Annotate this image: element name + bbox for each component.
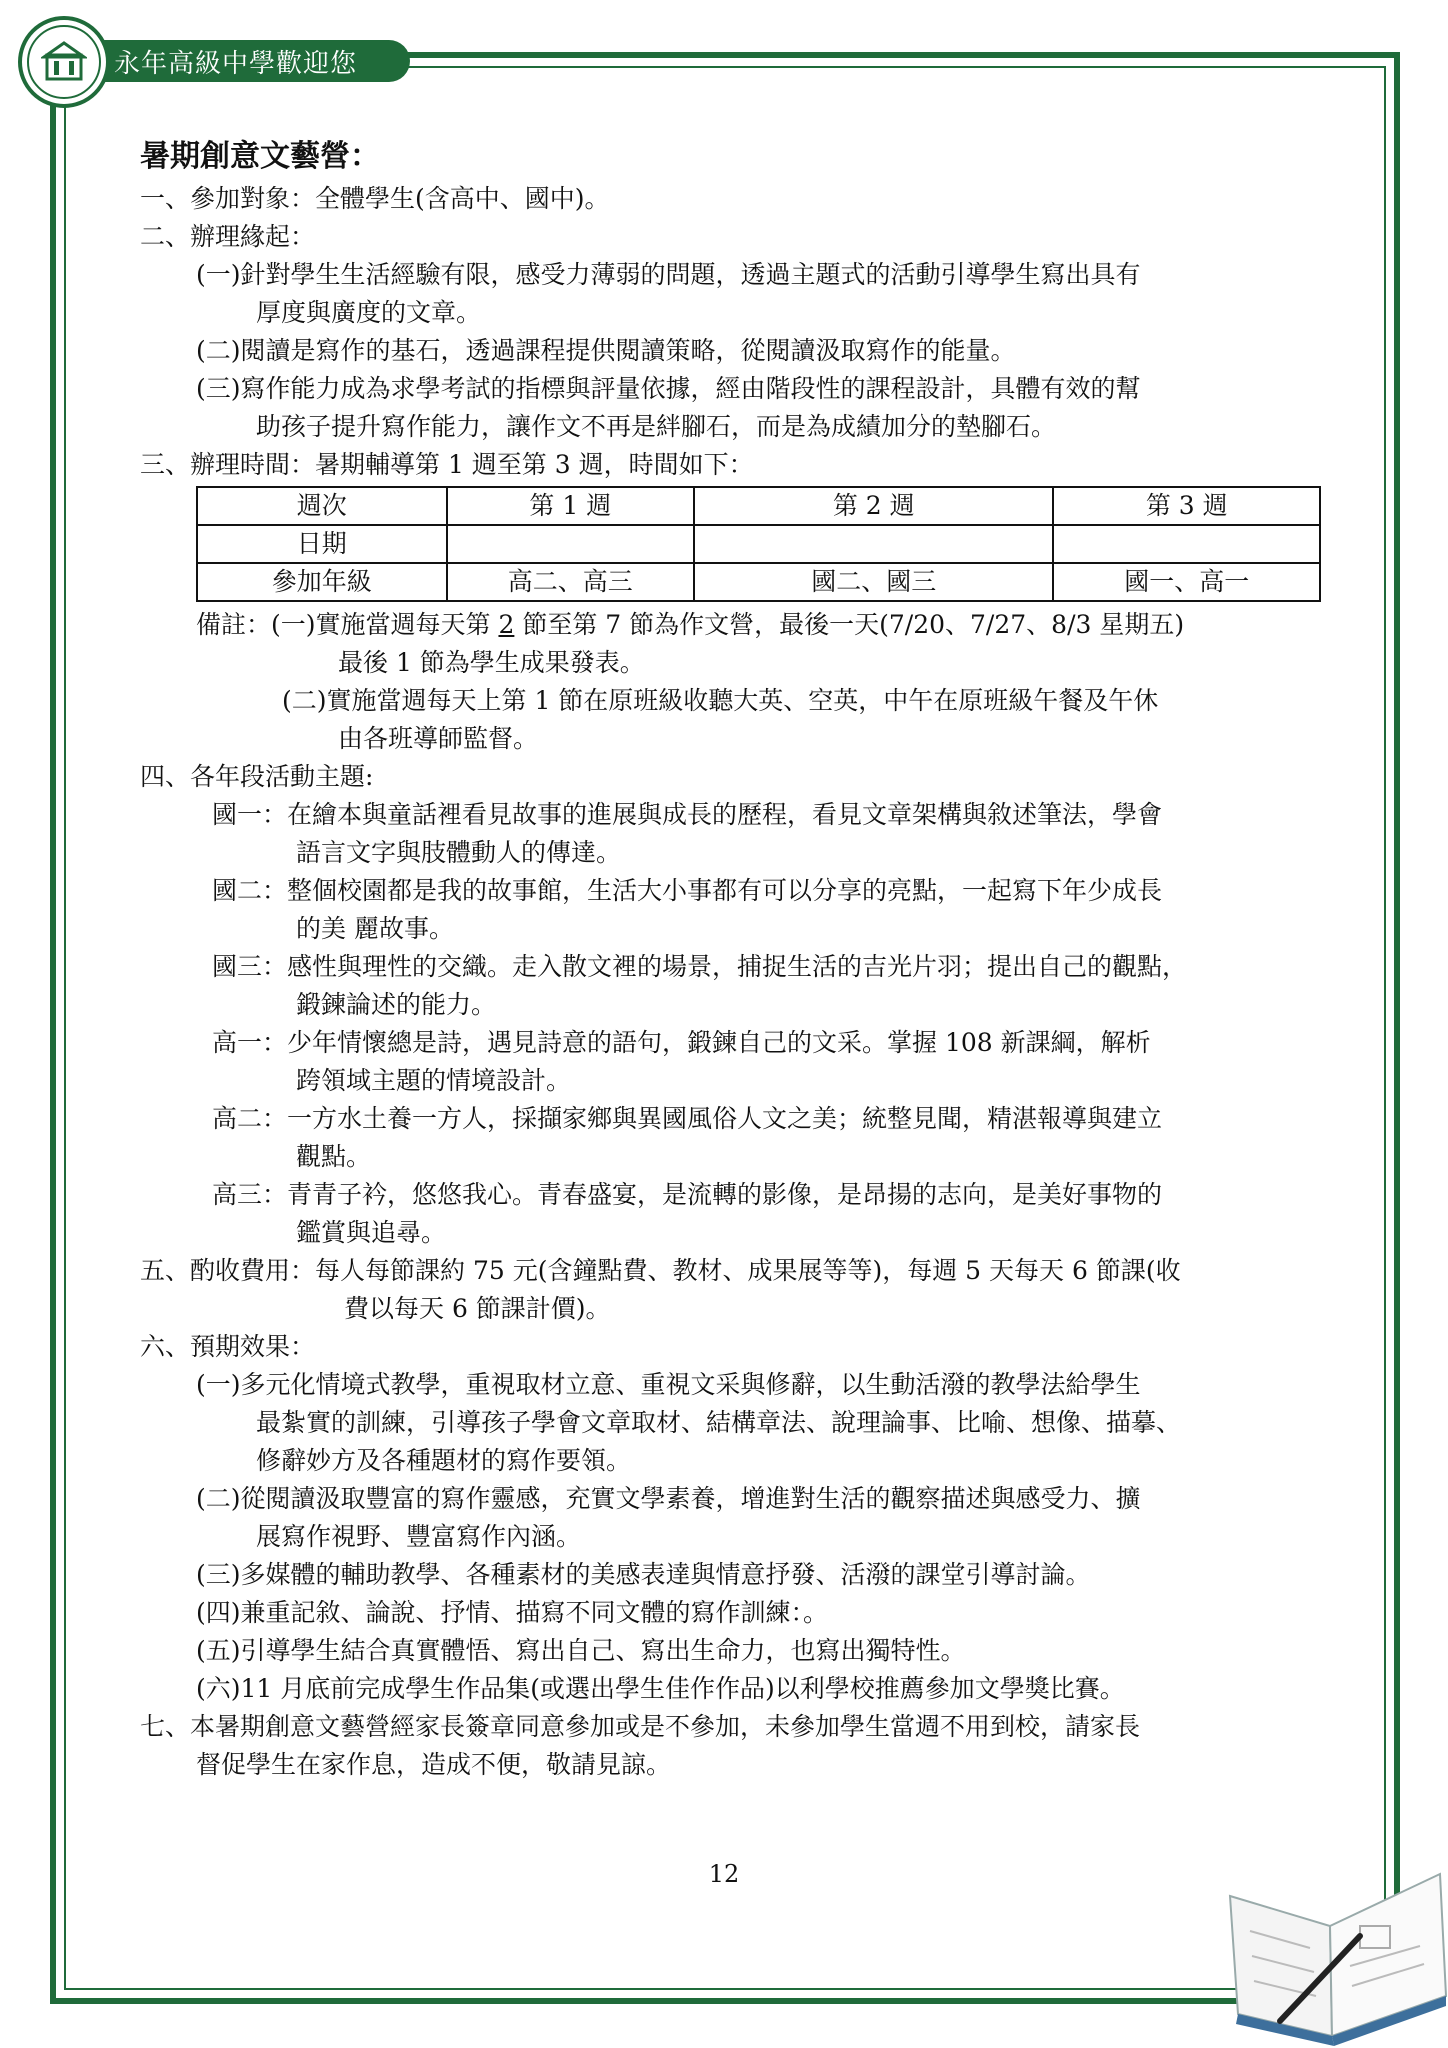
school-logo-emblem — [27, 25, 101, 99]
section-2-item-2: (二)閱讀是寫作的基石，透過課程提供閱讀策略，從閱讀汲取寫作的能量。 — [196, 336, 1016, 365]
table-cell — [1053, 525, 1320, 563]
page-number: 12 — [708, 1860, 740, 1888]
table-header-cell: 第 3 週 — [1053, 487, 1320, 525]
table-cell — [447, 525, 695, 563]
header-band — [70, 40, 410, 82]
note-2: (二)實施當週每天上第 1 節在原班級收聽大英、空英，中午在原班級午餐及午休 — [282, 686, 1159, 715]
effect-item-1-cont-2: 修辭妙方及各種題材的寫作要領。 — [256, 1446, 632, 1475]
note-2-cont: 由各班導師監督。 — [338, 724, 539, 753]
section-3-heading: 三、辦理時間：暑期輔導第 1 週至第 3 週，時間如下： — [140, 450, 754, 479]
note-1 — [140, 606, 1320, 644]
grade-theme-3: 國三：感性與理性的交織。走入散文裡的場景，捕捉生活的吉光片羽；提出自己的觀點， — [212, 952, 1188, 981]
table-row — [197, 525, 1320, 563]
table-row — [197, 487, 1320, 525]
section-2-item-3-cont: 助孩子提升寫作能力，讓作文不再是絆腳石，而是為成績加分的墊腳石。 — [256, 412, 1057, 441]
grade-theme-3-cont: 鍛鍊論述的能力。 — [296, 990, 497, 1019]
table-header-cell: 第 1 週 — [447, 487, 695, 525]
school-building-icon — [41, 39, 87, 85]
note-1-period-number: 2 — [498, 610, 515, 639]
effect-item-2-cont: 展寫作視野、豐富寫作內涵。 — [256, 1522, 582, 1551]
section-2-item-1: (一)針對學生生活經驗有限，感受力薄弱的問題，透過主題式的活動引導學生寫出具有 — [196, 260, 1141, 289]
notebook-pen-icon — [1210, 1836, 1448, 2048]
grade-theme-4-cont: 跨領域主題的情境設計。 — [296, 1066, 572, 1095]
table-header-cell: 週次 — [197, 487, 447, 525]
grade-theme-5: 高二：一方水土養一方人，採擷家鄉與異國風俗人文之美；統整見聞，精湛報導與建立 — [212, 1104, 1163, 1133]
section-2-heading: 二、辦理緣起： — [140, 222, 316, 251]
table-row — [197, 563, 1320, 601]
section-7-cont: 督促學生在家作息，造成不便，敬請見諒。 — [196, 1750, 672, 1779]
effect-item-1: (一)多元化情境式教學，重視取材立意、重視文采與修辭，以生動活潑的教學法給學生 — [196, 1370, 1141, 1399]
effect-item-3: (三)多媒體的輔助教學、各種素材的美感表達與情意抒發、活潑的課堂引導討論。 — [196, 1560, 1091, 1589]
grade-theme-1: 國一：在繪本與童話裡看見故事的進展與成長的歷程，看見文章架構與敘述筆法，學會 — [212, 800, 1163, 829]
section-7: 七、本暑期創意文藝營經家長簽章同意參加或是不參加，未參加學生當週不用到校，請家長 — [140, 1712, 1141, 1741]
table-header-cell: 第 2 週 — [694, 487, 1053, 525]
grade-theme-2-cont: 的美 麗故事。 — [296, 914, 454, 943]
grade-theme-4: 高一：少年情懷總是詩，遇見詩意的語句，鍛鍊自己的文采。掌握 108 新課綱，解析 — [212, 1028, 1151, 1057]
table-cell: 高二、高三 — [447, 563, 695, 601]
section-4-heading: 四、各年段活動主題: — [140, 762, 374, 791]
table-cell: 國二、國三 — [694, 563, 1053, 601]
effect-item-2: (二)從閱讀汲取豐富的寫作靈感，充實文學素養，增進對生活的觀察描述與感受力、擴 — [196, 1484, 1141, 1513]
note-1-suffix: 節至第 7 節為作文營，最後一天(7/20、7/27、8/3 星期五) — [522, 610, 1185, 639]
section-2-item-3: (三)寫作能力成為求學考試的指標與評量依據，經由階段性的課程設計，具體有效的幫 — [196, 374, 1141, 403]
table-cell: 參加年級 — [197, 563, 447, 601]
effect-item-6: (六)11 月底前完成學生作品集(或選出學生佳作作品)以利學校推薦參加文學獎比賽。 — [196, 1674, 1125, 1703]
note-1-prefix: 備註：(一)實施當週每天第 — [196, 610, 491, 639]
section-1: 一、參加對象：全體學生(含高中、國中)。 — [140, 184, 610, 213]
section-2-item-1-cont: 厚度與廣度的文章。 — [256, 298, 482, 327]
table-cell: 日期 — [197, 525, 447, 563]
grade-theme-2: 國二：整個校園都是我的故事館，生活大小事都有可以分享的亮點，一起寫下年少成長 — [212, 876, 1163, 905]
effect-item-5: (五)引導學生結合真實體悟、寫出自己、寫出生命力，也寫出獨特性。 — [196, 1636, 966, 1665]
school-logo-icon — [18, 16, 110, 108]
note-1-cont: 最後 1 節為學生成果發表。 — [338, 648, 645, 677]
effect-item-1-cont: 最紮實的訓練，引導孩子學會文章取材、結構章法、說理論事、比喻、想像、描摹、 — [256, 1408, 1182, 1437]
section-5-cont: 費以每天 6 節課計價)。 — [344, 1294, 611, 1323]
grade-theme-5-cont: 觀點。 — [296, 1142, 372, 1171]
table-cell — [694, 525, 1053, 563]
section-5: 五、酌收費用：每人每節課約 75 元(含鐘點費、教材、成果展等等)，每週 5 天每天 6 節課(收 — [140, 1256, 1181, 1285]
table-cell: 國一、高一 — [1053, 563, 1320, 601]
section-6-heading: 六、預期效果： — [140, 1332, 316, 1361]
grade-theme-6: 高三：青青子衿，悠悠我心。青春盛宴，是流轉的影像，是昂揚的志向，是美好事物的 — [212, 1180, 1163, 1209]
schedule-table — [196, 486, 1321, 602]
grade-theme-6-cont: 鑑賞與追尋。 — [296, 1218, 447, 1247]
effect-item-4: (四)兼重記敘、論說、抒情、描寫不同文體的寫作訓練：。 — [196, 1598, 829, 1627]
grade-theme-1-cont: 語言文字與肢體動人的傳達。 — [296, 838, 622, 867]
header-title: 永年高級中學歡迎您 — [114, 48, 358, 79]
document-body — [140, 138, 1320, 1784]
document-title: 暑期創意文藝營： — [140, 139, 380, 174]
